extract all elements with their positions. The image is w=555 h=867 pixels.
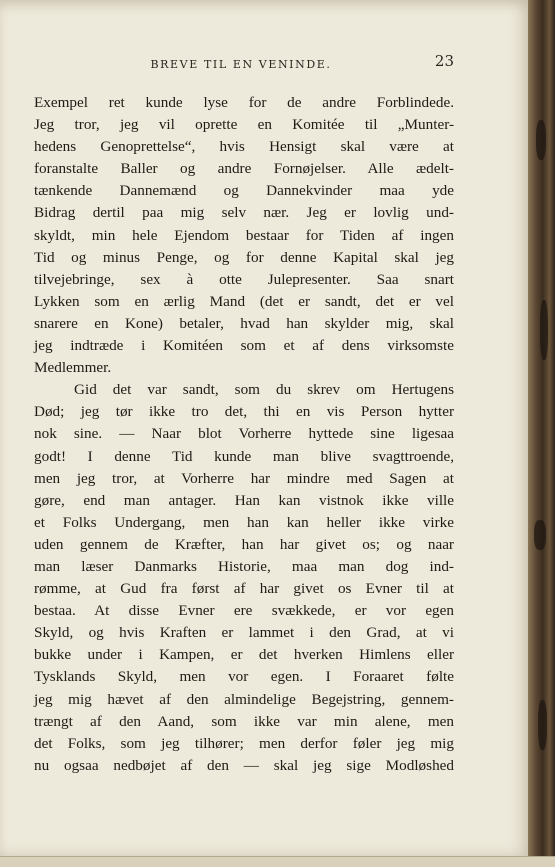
page-number: 23 (434, 52, 454, 70)
text-line: Tid og minus Penge, og for denne Kapital skal jeg (34, 248, 454, 266)
text-line: Medlemmer. (34, 359, 112, 377)
text-line: nok sine. — Naar blot Vorherre hyttede sine ligesaa (34, 425, 454, 443)
text-line: Bidrag dertil paa mig selv nær. Jeg er lovlig und- (34, 204, 454, 222)
text-line: Jeg tror, jeg vil oprette en Komitée til „Munter- (34, 116, 454, 134)
text-line: men jeg tror, at Vorherre har mindre med Sagen at (34, 469, 454, 487)
text-line: bukke under i Kampen, er det hverken Himlens eller (34, 646, 454, 664)
text-line: Tysklands Skyld, men vor egen. I Foraaret følte (34, 668, 454, 686)
book-binding-edge (528, 0, 555, 867)
text-line: foranstalte Baller og andre Fornøjelser. Alle ædelt- (34, 160, 454, 178)
running-title: BREVE TIL EN VENINDE. (150, 58, 332, 71)
text-line: tænkende Dannemænd og Dannekvinder maa yde (34, 182, 454, 200)
text-line: Skyld, og hvis Kraften er lammet i den Grad, at vi (34, 624, 454, 642)
text-line: Exempel ret kunde lyse for de andre Forblindede. (34, 94, 454, 111)
text-line: snarere en Kone) betaler, hvad han skylder mig, skal (34, 314, 454, 332)
text-line: hedens Genoprettelse“, hvis Hensigt skal være at (34, 138, 454, 156)
text-line: uden gennem de Kræfter, han har givet os; og naar (34, 535, 454, 553)
text-line: man læser Danmarks Historie, maa man dog ind- (34, 557, 454, 575)
text-line: godt! I denne Tid kunde man blive svagttroende, (34, 447, 454, 465)
text-line: jeg indtræde i Komitéen som et af dens virksomste (34, 337, 454, 355)
body-text (34, 92, 454, 777)
text-line: trængt af den Aand, som ikke var min alene, men (34, 712, 454, 730)
text-line: det Folks, som jeg tilhører; men derfor føler jeg mig (34, 734, 454, 752)
text-line: jeg mig hævet af den almindelige Begejstring, gennem- (34, 690, 454, 708)
text-line: Lykken som en ærlig Mand (det er sandt, det er vel (34, 292, 454, 310)
page-bottom-edge (0, 856, 555, 867)
text-line: rømme, at Gud fra først af har givet os Evner til at (34, 580, 454, 598)
paragraph-start-line: Gid det var sandt, som du skrev om Hertugens (74, 381, 454, 399)
text-line: bestaa. At disse Evner ere svækkede, er vor egen (34, 602, 454, 620)
page-header (34, 50, 454, 76)
text-line: nu ogsaa nedbøjet af den — skal jeg sige Modløshed (34, 756, 454, 774)
text-line: gøre, end man antager. Han kan vistnok ikke ville (34, 491, 454, 509)
text-line: tilvejebringe, sex à otte Julepresenter. Saa snart (34, 270, 454, 288)
text-line: Død; jeg tør ikke tro det, thi en vis Person hytter (34, 403, 454, 421)
text-line: et Folks Undergang, men han kan heller ikke virke (34, 513, 454, 531)
text-line: skyldt, min hele Ejendom bestaar for Tiden af ingen (34, 226, 454, 244)
